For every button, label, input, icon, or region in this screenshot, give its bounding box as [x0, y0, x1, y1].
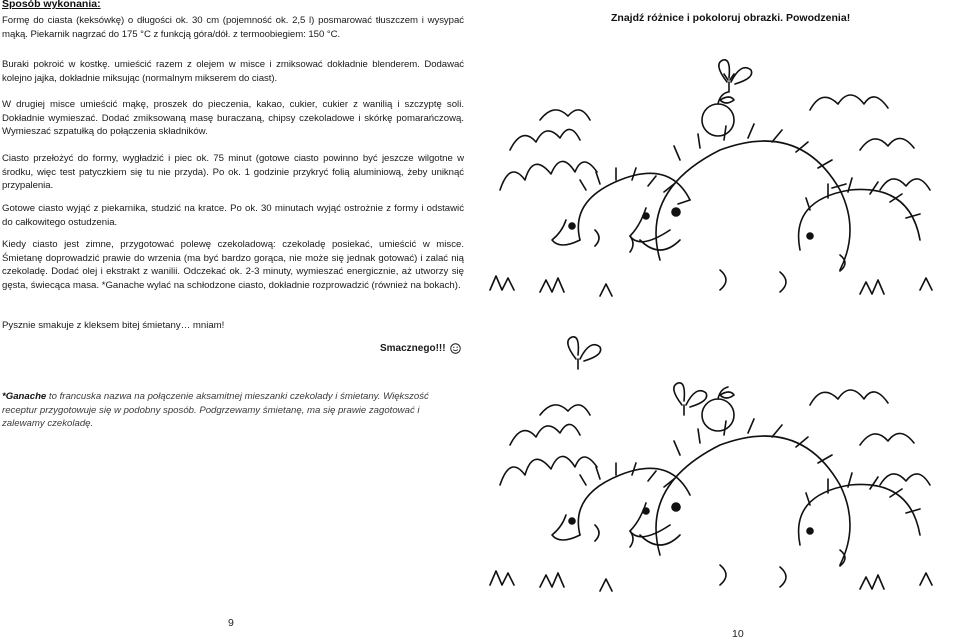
- apple: [702, 92, 734, 136]
- ganache-footnote: [2, 390, 464, 431]
- page-number-left: 9: [228, 617, 234, 629]
- hedgehog-big-center: [630, 124, 850, 292]
- ganache-term: *Ganache: [2, 391, 47, 402]
- smiley-icon: [450, 343, 461, 354]
- hedgehog-right: [799, 473, 920, 566]
- smacznego-text: Smacznego!!!: [380, 343, 446, 354]
- hedgehog-small-left: [552, 463, 690, 547]
- picture-top: [480, 40, 960, 310]
- recipe-page: [0, 0, 478, 640]
- recipe-step-6: Kiedy ciasto jest zimne, przygotować polewę czekoladową: czekoladę posiekać, umieścić w misce. Śmietanę doprowadzić prawie do wrzenia (ma być bardzo gorąca, nie może się jednak gotować) i zalać nią czekoladę. Dodać olej i ekstrakt z wanilii. Odczekać ok. 2-3 minuty, wymieszać energicznie, aż utworzy się gęsta, świecąca masa. *Ganache wylać na schłodzone ciasto, dokładnie rozprowadzić (również na bokach).: [2, 239, 464, 291]
- smacznego-line: [380, 343, 461, 354]
- butterfly-1: [719, 60, 752, 92]
- hedgehog-big-center: [630, 419, 850, 587]
- hedgehog-scene-top: [480, 40, 960, 310]
- foliage-right: [810, 95, 888, 110]
- recipe-step-5: Gotowe ciasto wyjąć z piekarnika, studzić na kratce. Po ok. 30 minutach wyjąć ostrożnie z formy i odstawić do całkowitego ostudzenia.: [2, 203, 464, 228]
- butterfly-2: [674, 383, 707, 415]
- butterfly-1: [568, 337, 601, 369]
- puzzle-page: [480, 0, 960, 640]
- foliage-right: [810, 390, 888, 405]
- recipe-step-4: Ciasto przełożyć do formy, wygładzić i piec ok. 75 minut (gotowe ciasto powinno być jeszcze wilgotne w środku, więc test patyczkiem się tu nie przyda). Po ok. 1 godzinie przykryć folią aluminiową, żeby uniknąć przypalenia.: [2, 153, 464, 192]
- hedgehog-small-left: [552, 168, 690, 252]
- ground-grass: [490, 571, 932, 591]
- recipe-closing: Pysznie smakuje z kleksem bitej śmietany… mniam!: [2, 320, 225, 331]
- recipe-step-2: Buraki pokroić w kostkę. umieścić razem z olejem w misce i zmiksować dokładnie blenderem. Dodawać kolejno jajka, dokładnie miksując (normalnym mikserem do ciast).: [2, 59, 464, 84]
- ganache-definition: to francuska nazwa na połączenie aksamitnej mieszanki czekolady i śmietany. Większość receptur przygotowuje się w podobny sposób. Podgrzewamy śmietanę, ma się prawie zagotować i zalewamy czekoladę.: [2, 391, 429, 430]
- foliage-left: [500, 456, 597, 485]
- page-number-right: 10: [732, 628, 744, 640]
- ground-grass: [490, 276, 932, 296]
- picture-bottom: [480, 335, 960, 605]
- recipe-heading: Sposób wykonania:: [2, 0, 101, 10]
- recipe-step-1: Formę do ciasta (keksówkę) o długości ok. 30 cm (pojemność ok. 2,5 l) posmarować tłuszczem i wysypać mąką. Piekarnik nagrzać do 175 °C z funkcją góra/dół. z termoobiegiem: 150 °C.: [2, 15, 464, 40]
- puzzle-title: Znajdź różnice i pokoloruj obrazki. Powodzenia!: [611, 12, 851, 24]
- recipe-step-3: W drugiej misce umieścić mąkę, proszek do pieczenia, kakao, cukier, cukier z wanilią i szczyptę soli. Dokładnie wymieszać. Dodać zmiksowaną masę buraczaną, chipsy czekoladowe i skórkę pomarańczową. Wymieszać szpatułką do połączenia składników.: [2, 99, 464, 138]
- hedgehog-scene-bottom: [480, 335, 960, 605]
- foliage-left: [500, 161, 597, 190]
- hedgehog-right: [799, 178, 920, 271]
